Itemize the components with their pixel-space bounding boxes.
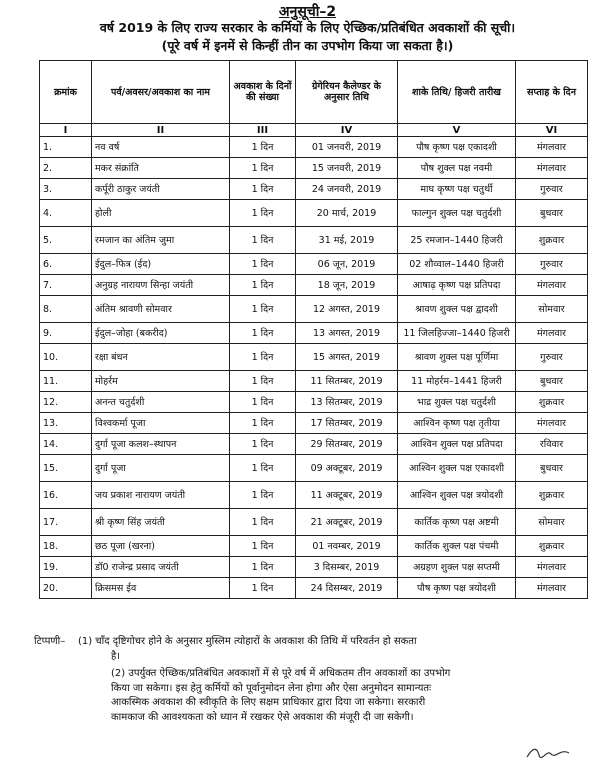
row-shaka-hijri-date: पौष कृष्ण पक्ष त्रयोदशी [398, 578, 516, 599]
row-days-count: 1 दिन [230, 323, 296, 344]
row-occasion-name: डॉ0 राजेन्द्र प्रसाद जयंती [92, 557, 230, 578]
row-serial: 4. [40, 200, 92, 227]
row-days-count: 1 दिन [230, 536, 296, 557]
row-days-count: 1 दिन [230, 137, 296, 158]
row-occasion-name: क्रिसमस ईव [92, 578, 230, 599]
signature-mark [525, 745, 575, 759]
notes-section [34, 635, 594, 725]
row-weekday: सोमवार [516, 296, 588, 323]
row-shaka-hijri-date: 11 मोहर्रम–1441 हिजरी [398, 371, 516, 392]
row-occasion-name: विश्वकर्मा पूजा [92, 413, 230, 434]
row-gregorian-date: 15 जनवरी, 2019 [296, 158, 398, 179]
table-row [40, 434, 588, 455]
row-occasion-name: कर्पूरी ठाकुर जयंती [92, 179, 230, 200]
row-shaka-hijri-date: पौष कृष्ण पक्ष एकादशी [398, 137, 516, 158]
row-occasion-name: ईदुल–फित्र (ईद) [92, 254, 230, 275]
row-occasion-name: मोहर्रम [92, 371, 230, 392]
header-weekday: सप्ताह के दिन [516, 61, 588, 124]
row-days-count: 1 दिन [230, 275, 296, 296]
row-weekday: मंगलवार [516, 275, 588, 296]
roman-numeral: VI [516, 124, 588, 137]
table-row [40, 296, 588, 323]
row-weekday: बुधवार [516, 200, 588, 227]
header-days-count: अवकाश के दिनों की संख्या [230, 61, 296, 124]
table-row [40, 482, 588, 509]
row-days-count: 1 दिन [230, 227, 296, 254]
row-shaka-hijri-date: कार्तिक कृष्ण पक्ष अष्टमी [398, 509, 516, 536]
row-occasion-name: दुर्गा पूजा कलश–स्थापन [92, 434, 230, 455]
row-days-count: 1 दिन [230, 482, 296, 509]
row-serial: 16. [40, 482, 92, 509]
row-gregorian-date: 20 मार्च, 2019 [296, 200, 398, 227]
row-shaka-hijri-date: 25 रमजान–1440 हिजरी [398, 227, 516, 254]
row-weekday: बुधवार [516, 371, 588, 392]
row-gregorian-date: 17 सितम्बर, 2019 [296, 413, 398, 434]
row-occasion-name: मकर संक्रांति [92, 158, 230, 179]
row-occasion-name: अनुग्रह नारायण सिन्हा जयंती [92, 275, 230, 296]
row-weekday: शुक्रवार [516, 227, 588, 254]
row-shaka-hijri-date: 11 जिलहिज्जा–1440 हिजरी [398, 323, 516, 344]
row-serial: 15. [40, 455, 92, 482]
row-gregorian-date: 11 अक्टूबर, 2019 [296, 482, 398, 509]
row-weekday: मंगलवार [516, 158, 588, 179]
table-row [40, 254, 588, 275]
notes-label: टिप्पणी– [34, 636, 66, 647]
note-2-line-3: आकस्मिक अवकाश की स्वीकृति के लिए सक्षम प्राधिकार द्वारा दिया जा सकेगा। सरकारी [111, 697, 426, 708]
row-serial: 2. [40, 158, 92, 179]
row-days-count: 1 दिन [230, 455, 296, 482]
row-serial: 3. [40, 179, 92, 200]
note-2-line-1: (2) उपर्युक्त ऐच्छिक/प्रतिबंधित अवकाशों में से पूरे वर्ष में अधिकतम तीन अवकाशों का उपभोग [111, 668, 451, 679]
header-serial: क्रमांक [40, 61, 92, 124]
row-gregorian-date: 11 सितम्बर, 2019 [296, 371, 398, 392]
row-gregorian-date: 24 दिसम्बर, 2019 [296, 578, 398, 599]
table-row [40, 455, 588, 482]
row-gregorian-date: 01 नवम्बर, 2019 [296, 536, 398, 557]
row-days-count: 1 दिन [230, 413, 296, 434]
table-row [40, 392, 588, 413]
row-occasion-name: अंतिम श्रावणी सोमवार [92, 296, 230, 323]
roman-numeral: III [230, 124, 296, 137]
row-occasion-name: अनन्त चतुर्दशी [92, 392, 230, 413]
table-row [40, 137, 588, 158]
row-days-count: 1 दिन [230, 434, 296, 455]
table-row [40, 344, 588, 371]
row-days-count: 1 दिन [230, 344, 296, 371]
row-shaka-hijri-date: फाल्गुन शुक्ल पक्ष चतुर्दशी [398, 200, 516, 227]
row-serial: 19. [40, 557, 92, 578]
roman-numeral-row [40, 124, 588, 137]
row-shaka-hijri-date: श्रावण शुक्ल पक्ष द्वादशी [398, 296, 516, 323]
table-row [40, 275, 588, 296]
row-shaka-hijri-date: अग्रहण शुक्ल पक्ष सप्तमी [398, 557, 516, 578]
row-weekday: मंगलवार [516, 323, 588, 344]
row-shaka-hijri-date: आषाढ़ कृष्ण पक्ष प्रतिपदा [398, 275, 516, 296]
row-serial: 5. [40, 227, 92, 254]
table-row [40, 371, 588, 392]
row-days-count: 1 दिन [230, 371, 296, 392]
row-weekday: रविवार [516, 434, 588, 455]
row-weekday: मंगलवार [516, 137, 588, 158]
row-gregorian-date: 13 सितम्बर, 2019 [296, 392, 398, 413]
note-2-line-4: कामकाज की आवश्यकता को ध्यान में रखकर ऐसे अवकाश की मंजूरी दी जा सकेगी। [111, 711, 414, 723]
row-occasion-name: रक्षा बंधन [92, 344, 230, 371]
row-gregorian-date: 24 जनवरी, 2019 [296, 179, 398, 200]
header-gregorian-date: ग्रेगेरियन कैलेण्डर के अनुसार तिथि [296, 61, 398, 124]
row-serial: 8. [40, 296, 92, 323]
row-occasion-name: होली [92, 200, 230, 227]
row-days-count: 1 दिन [230, 578, 296, 599]
row-serial: 14. [40, 434, 92, 455]
row-gregorian-date: 09 अक्टूबर, 2019 [296, 455, 398, 482]
row-shaka-hijri-date: माघ कृष्ण पक्ष चतुर्थी [398, 179, 516, 200]
row-weekday: मंगलवार [516, 413, 588, 434]
row-weekday: सोमवार [516, 509, 588, 536]
row-serial: 6. [40, 254, 92, 275]
table-row [40, 536, 588, 557]
row-gregorian-date: 12 अगस्त, 2019 [296, 296, 398, 323]
row-shaka-hijri-date: आश्विन शुक्ल पक्ष एकादशी [398, 455, 516, 482]
row-shaka-hijri-date: 02 शौव्वाल–1440 हिजरी [398, 254, 516, 275]
row-gregorian-date: 06 जून, 2019 [296, 254, 398, 275]
row-weekday: गुरुवार [516, 254, 588, 275]
row-weekday: मंगलवार [516, 557, 588, 578]
row-serial: 12. [40, 392, 92, 413]
table-header-row [40, 61, 588, 124]
row-days-count: 1 दिन [230, 179, 296, 200]
table-row [40, 557, 588, 578]
row-occasion-name: दुर्गा पूजा [92, 455, 230, 482]
row-serial: 1. [40, 137, 92, 158]
row-shaka-hijri-date: भाद्र शुक्ल पक्ष चतुर्दशी [398, 392, 516, 413]
row-gregorian-date: 15 अगस्त, 2019 [296, 344, 398, 371]
row-weekday: गुरुवार [516, 179, 588, 200]
row-occasion-name: जय प्रकाश नारायण जयंती [92, 482, 230, 509]
note-2-line-2: किया जा सकेगा। इस हेतु कर्मियों को पूर्वानुमोदन लेना होगा और ऐसा अनुमोदन सामान्यतः [111, 682, 432, 694]
table-row [40, 413, 588, 434]
row-serial: 10. [40, 344, 92, 371]
table-row [40, 158, 588, 179]
row-shaka-hijri-date: पौष शुक्ल पक्ष नवमी [398, 158, 516, 179]
row-gregorian-date: 18 जून, 2019 [296, 275, 398, 296]
schedule-title: अनुसूची–2 [278, 4, 337, 20]
row-occasion-name: ईदुल–जोहा (बकरीद) [92, 323, 230, 344]
row-weekday: बुधवार [516, 455, 588, 482]
note-1-line-1: (1) चाँद दृष्टिगोचर होने के अनुसार मुस्लिम त्योहारों के अवकाश की तिथि में परिवर्तन हो सकता [77, 636, 417, 647]
table-row [40, 179, 588, 200]
note-1-line-2: है। [111, 650, 121, 662]
row-gregorian-date: 13 अगस्त, 2019 [296, 323, 398, 344]
roman-numeral: II [92, 124, 230, 137]
row-days-count: 1 दिन [230, 254, 296, 275]
row-occasion-name: नव वर्ष [92, 137, 230, 158]
holiday-table [39, 60, 588, 599]
row-weekday: शुक्रवार [516, 482, 588, 509]
row-days-count: 1 दिन [230, 557, 296, 578]
row-weekday: शुक्रवार [516, 536, 588, 557]
row-serial: 17. [40, 509, 92, 536]
row-shaka-hijri-date: आश्विन शुक्ल पक्ष प्रतिपदा [398, 434, 516, 455]
table-row [40, 200, 588, 227]
roman-numeral: IV [296, 124, 398, 137]
row-gregorian-date: 31 मई, 2019 [296, 227, 398, 254]
document-heading: वर्ष 2019 के लिए राज्य सरकार के कर्मियों के लिए ऐच्छिक/प्रतिबंधित अवकाशों की सूची। [99, 20, 516, 35]
row-shaka-hijri-date: आश्विन शुक्ल पक्ष त्रयोदशी [398, 482, 516, 509]
row-gregorian-date: 21 अक्टूबर, 2019 [296, 509, 398, 536]
table-row [40, 323, 588, 344]
row-weekday: शुक्रवार [516, 392, 588, 413]
table-row [40, 578, 588, 599]
table-row [40, 227, 588, 254]
row-serial: 18. [40, 536, 92, 557]
row-serial: 11. [40, 371, 92, 392]
header-shaka-hijri-date: शाके तिथि/ हिजरी तारीख [398, 61, 516, 124]
row-serial: 7. [40, 275, 92, 296]
row-gregorian-date: 01 जनवरी, 2019 [296, 137, 398, 158]
row-days-count: 1 दिन [230, 296, 296, 323]
table-row [40, 509, 588, 536]
row-days-count: 1 दिन [230, 392, 296, 413]
row-occasion-name: रमजान का अंतिम जुमा [92, 227, 230, 254]
document-subheading: (पूरे वर्ष में इनमें से किन्हीं तीन का उपभोग किया जा सकता है।) [161, 38, 454, 53]
row-occasion-name: श्री कृष्ण सिंह जयंती [92, 509, 230, 536]
header-occasion-name: पर्व/अवसर/अवकाश का नाम [92, 61, 230, 124]
roman-numeral: V [398, 124, 516, 137]
row-days-count: 1 दिन [230, 200, 296, 227]
row-serial: 13. [40, 413, 92, 434]
row-gregorian-date: 3 दिसम्बर, 2019 [296, 557, 398, 578]
row-occasion-name: छठ पूजा (खरना) [92, 536, 230, 557]
row-weekday: मंगलवार [516, 578, 588, 599]
row-gregorian-date: 29 सितम्बर, 2019 [296, 434, 398, 455]
row-weekday: गुरुवार [516, 344, 588, 371]
row-days-count: 1 दिन [230, 158, 296, 179]
roman-numeral: I [40, 124, 92, 137]
row-days-count: 1 दिन [230, 509, 296, 536]
row-shaka-hijri-date: श्रावण शुक्ल पक्ष पूर्णिमा [398, 344, 516, 371]
row-shaka-hijri-date: आश्विन कृष्ण पक्ष तृतीया [398, 413, 516, 434]
row-shaka-hijri-date: कार्तिक शुक्ल पक्ष पंचमी [398, 536, 516, 557]
row-serial: 20. [40, 578, 92, 599]
row-serial: 9. [40, 323, 92, 344]
